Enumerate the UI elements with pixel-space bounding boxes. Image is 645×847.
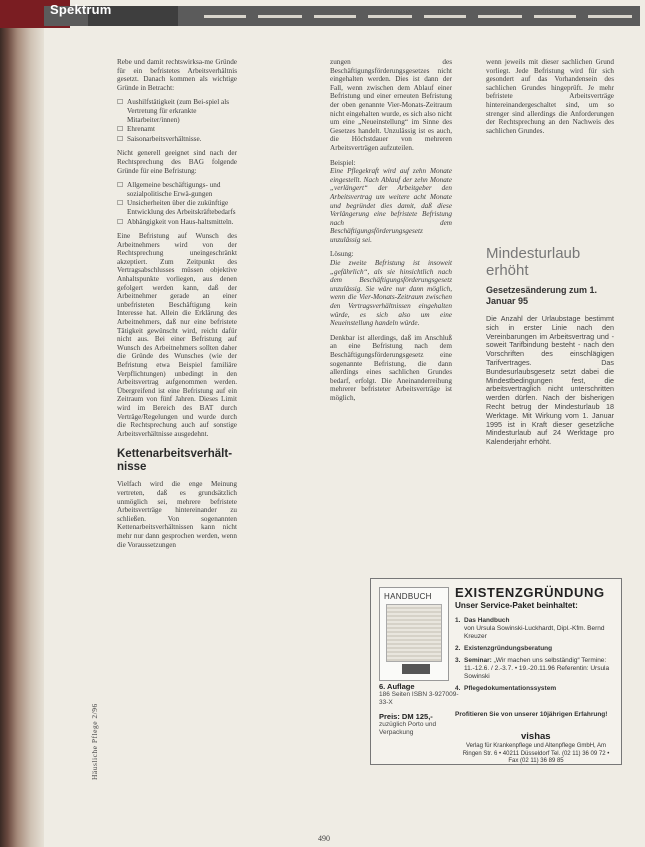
ad-subtitle: Unser Service-Paket beinhaltet:: [455, 601, 578, 610]
edition: 6. Auflage: [379, 682, 415, 691]
paragraph: Vielfach wird die enge Meinung vertreten, daß es grundsätzlich unmöglich sei, mehrere befristete Arbeitsverträge hintereinander zu schließen. Von sogenannten Kettenarbeitsverhältnissen kann nicht mehr nur dann gesprochen werden, wenn die Voraussetzungen: [117, 480, 237, 549]
header-rule: [368, 15, 412, 18]
list-item: ☐ Allgemeine beschäftigungs- und sozialpolitische Erwä-gungen: [117, 181, 237, 198]
example-text: Eine Pflegekraft wird auf zehn Monate eingestellt. Nach Ablauf der zehn Monate „verlängert“ der Arbeitgeber den Arbeitsvertrag um weitere acht Monate und begründet dies damit, daß diese Verlängerung eine befristete Befristung nach dem Beschäftigungsförderungsgesetz unzulässig sei.: [330, 167, 452, 244]
header-rule: [588, 15, 632, 18]
price: Preis: DM 125,-: [379, 712, 433, 721]
brand-logo: vishas: [521, 731, 551, 742]
header-rule: [534, 15, 576, 18]
publisher-address: Verlag für Krankenpflege und Altenpflege GmbH, Am Ringen Str. 6 • 40211 Düsseldorf Tel. (02 11) 36 09 72 • Fax (02 11) 36 89 85: [462, 743, 610, 764]
service-item: 1. Das Handbuch von Ursula Sowinski-Luckhardt, Dipl.-Kfm. Bernd Kreuzer: [455, 617, 605, 640]
box-subtitle: Gesetzesänderung zum 1. Januar 95: [486, 285, 598, 306]
paragraph: Nicht generell geeignet sind nach der Rechtsprechung des BAG folgende Gründe für eine Befristung:: [117, 149, 237, 175]
list-item: ☐ Aushilfstätigkeit (zum Bei-spiel als Vertretung für erkrankte Mitarbeiter/innen): [117, 98, 237, 124]
price-detail: zuzüglich Porto und Verpackung: [379, 721, 437, 736]
list-item: ☐ Unsicherheiten über die zukünftige Entwicklung des Arbeitskräftebedarfs: [117, 199, 237, 216]
paragraph: zungen des Beschäftigungsförderungsgesetzes nicht eingehalten werden. Dies ist dann der Fall, wenn zwischen dem Ablauf einer Befristung und einer erneuten Befristung der oben genannte Vier-Monats-Zeitraum nicht eingehalten wurde, es sich also nicht um eine „Neueinstellung“ im Sinne des Gesetzes handelt. Unzulässig ist es auch, die Höchstdauer von mehreren Arbeitsverträgen aufzuteilen.: [330, 58, 452, 152]
list-item: ☐ Ehrenamt: [117, 125, 237, 134]
book-cover-image: [379, 587, 449, 681]
service-item: 4. Pflegedokumentationssystem: [455, 685, 557, 692]
header-rule: [204, 15, 246, 18]
header-rule: [314, 15, 356, 18]
solution-text: Die zweite Befristung ist insoweit „gefährlich“, als sie hinsichtlich nach dem Beschäftigungsförderungsgesetz unzulässig. Sie wäre nur dann möglich, wenn die Vier-Monats-Zeitraum zwischen den Vertragsverhältnissen eingehalten würde, es sich also um eine Neueinstellung handeln würde.: [330, 259, 452, 328]
reason-list: [117, 98, 237, 143]
box-title: Mindesturlaub erhöht: [486, 245, 581, 279]
example-label: Beispiel:: [330, 158, 356, 167]
service-item: 3. Seminar: „Wir machen uns selbständig“ Termine: 11.-12.6. / 2.-3.7. • 19.-20.11.96 Referentin: Ursula Sowinski: [455, 657, 610, 680]
box-body: Die Anzahl der Urlaubstage bestimmt sich in erster Linie nach den Vereinbarungen im Arbeitsvertrag und - soweit Tarifbindung besteht - nach den Vorschriften des einschlägigen Tarifvertrages. Das Bundesurlaubsgesetz setzt dabei die Mindestbedingungen fest, die arbeitsvertraglich nicht unterschritten werden dürfen. Nach der bisherigen Recht betrug der Mindesturlaub 18 Werktage. Mit Wirkung vom 1. Januar 1995 ist in Kraft dieser gesetzliche Mindesturlaub auf 24 Werktage pro Kalenderjahr erhöht.: [486, 314, 614, 447]
reason-list: [117, 181, 237, 226]
ad-promo: Profitieren Sie von unserer 10jährigen Erfahrung!: [455, 711, 608, 718]
book-cover-graphic: [386, 604, 442, 662]
paragraph: wenn jeweils mit dieser sachlichen Grund vorliegt. Jede Befristung wird für sich gesondert auf das Vorhandensein des sachlichen Grundes hingeprüft. Je mehr befristete Arbeitsverträge hintereinandergeschaltet sind, um so strenger sind allerdings die Anforderungen der Rechtsprechung an den Nachweis des sachlichen Grundes.: [486, 58, 614, 135]
paragraph: Rebe und damit rechtswirksa-me Gründe für ein befristetes Arbeitsverhältnis gesetzt. Danach kommen als wichtige Gründe in Betracht:: [117, 58, 237, 92]
ad-title: EXISTENZGRÜNDUNG: [455, 585, 605, 600]
edition-detail: 186 Seiten ISBN 3-927009-33-X: [379, 691, 459, 706]
advertisement: [370, 578, 622, 765]
header-rule: [478, 15, 522, 18]
publisher-logo: [402, 664, 430, 674]
service-list: [455, 617, 615, 697]
info-box: [486, 245, 614, 515]
paragraph: Denkbar ist allerdings, daß im Anschluß an eine Befristung nach dem Beschäftigungsförderungsgesetz eine sogenannte Befristung, die dann allerdings eines sachlichen Grundes bedarf, erfolgt. Die Aneinanderreihung mehrerer befristeter Arbeitsverträge ist möglich,: [330, 333, 452, 402]
solution-label: Lösung:: [330, 250, 354, 259]
service-item: 2. Existenzgründungsberatung: [455, 645, 553, 652]
paragraph: Eine Befristung auf Wunsch des Arbeitnehmers wird von der Rechtsprechung uneingeschränkt akzeptiert. Zum Zeitpunkt des Vertragsabschlusses müssen objektive Anhaltspunkte vorliegen, aus denen gefolgert werden kann, daß der Arbeitnehmer gerade an einer unbefristeten Beschäftigung kein Interesse hat. Allein die Erklärung des Arbeitnehmers, daß nur eine befristete Tätigkeit gewünscht wird, reicht dafür nicht aus. Bei einer Befristung auf Wunsch des Arbeitnehmers sollten daher die Gründe des Wunsches (wie der Befristung etwa Beispiel familiäre Verpflichtungen) unbedingt in den Arbeitsvertrag aufgenommen werden. Übergreifend ist eine Befristung auf ein Zeitraum von fünf Jahren. Dieses Limit wird im Bereich des BAT durch Verträge/Regelungen und wurde durch die Rechtsprechung auch auf sonstige Arbeitsverhältnisse ausgedehnt.: [117, 232, 237, 438]
subheading: Kettenarbeitsverhält-nisse: [117, 448, 233, 474]
book-title: HANDBUCH: [384, 592, 432, 601]
list-item: ☐ Saisonarbeitsverhältnisse.: [117, 135, 237, 144]
text-column-2: [330, 58, 452, 409]
page-number: 490: [318, 834, 330, 843]
header-rule: [258, 15, 302, 18]
text-column-1: [117, 58, 237, 555]
book-details: [379, 683, 459, 737]
journal-side-label: Häusliche Pflege 2/96: [90, 703, 99, 780]
book-binding: [0, 0, 44, 847]
text-column-3: [486, 58, 614, 141]
section-header-bar: [44, 6, 640, 26]
header-rule: [424, 15, 466, 18]
list-item: ☐ Abhängigkeit von Haus-haltsmitteln.: [117, 218, 237, 227]
section-title: Spektrum: [50, 2, 112, 17]
